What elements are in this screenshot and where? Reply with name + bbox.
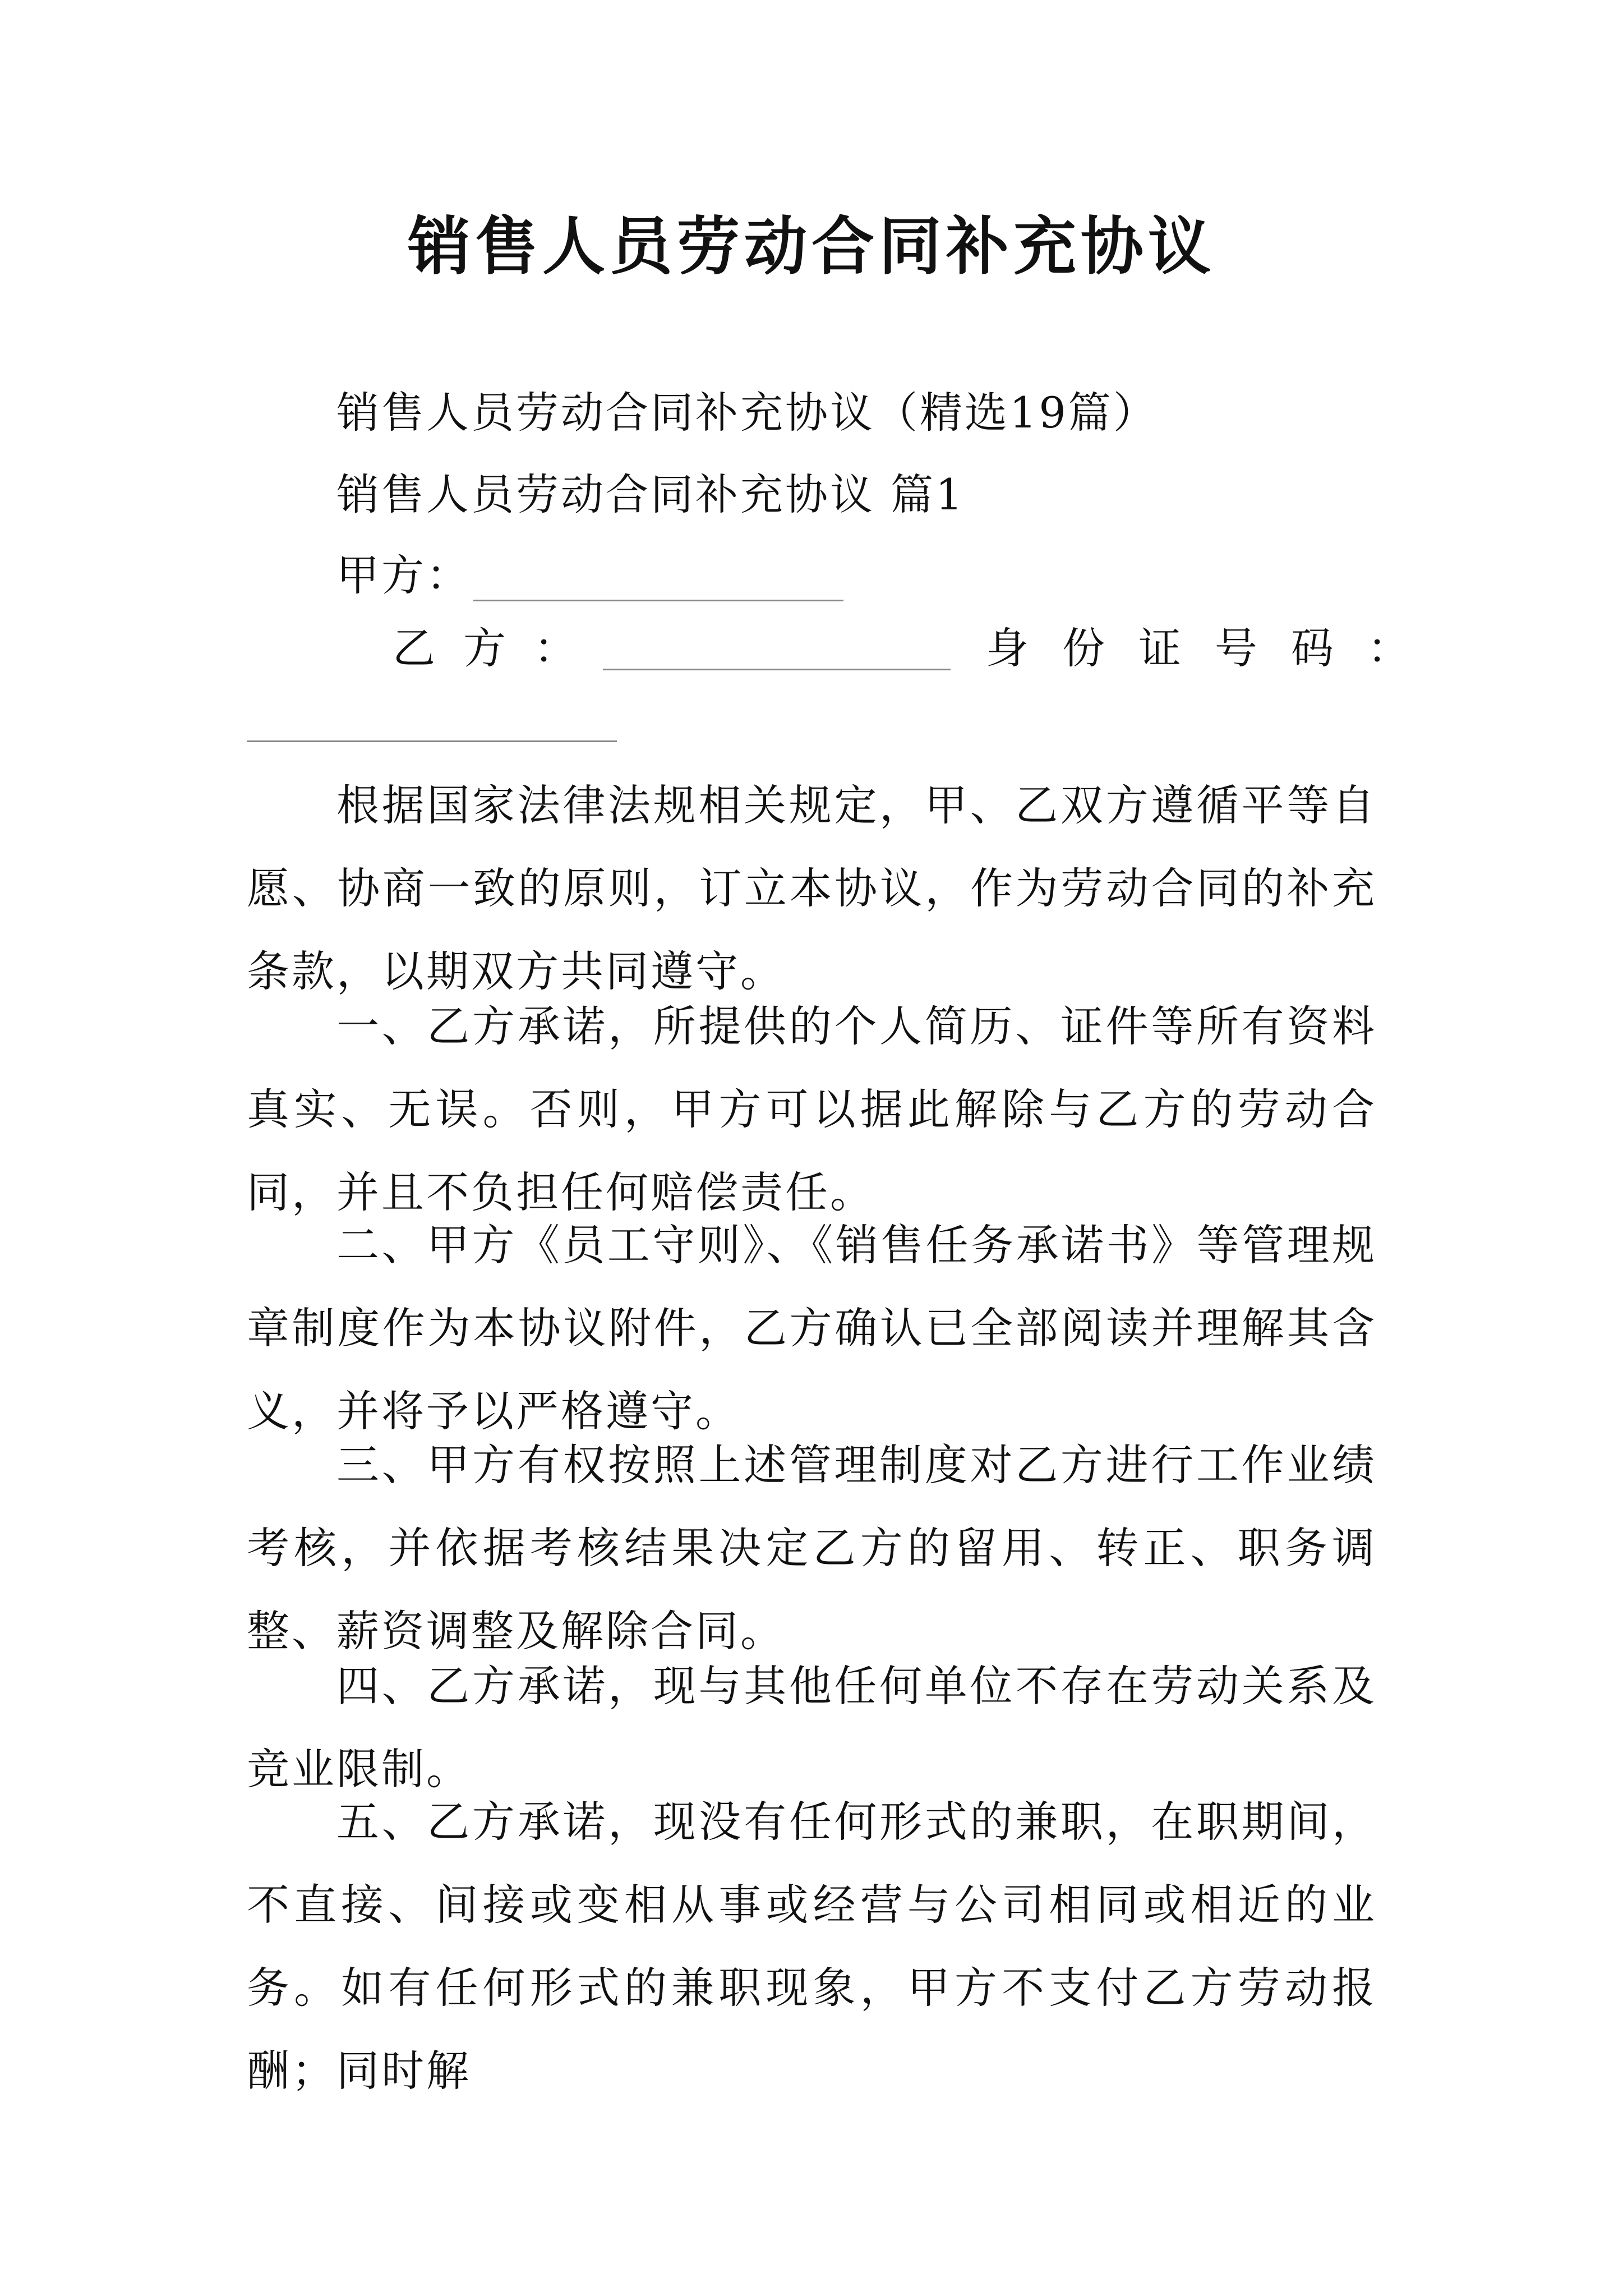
paragraph-clause-3: 三、甲方有权按照上述管理制度对乙方进行工作业绩考核，并依据考核结果决定乙方的留用、转正、职务调整、薪资调整及解除合同。 bbox=[247, 1440, 1377, 1656]
paragraph-clause-5: 五、乙方承诺，现没有任何形式的兼职，在职期间，不直接、间接或变相从事或经营与公司相同或相近的业务。如有任何形式的兼职现象，甲方不支付乙方劳动报酬；同时解 bbox=[247, 1797, 1377, 2096]
party-b-field bbox=[393, 623, 1444, 679]
paragraph-preamble: 根据国家法律法规相关规定，甲、乙双方遵循平等自愿、协商一致的原则，订立本协议，作为劳动合同的补充条款，以期双方共同遵守。 bbox=[247, 780, 1377, 996]
subtitle-article: 销售人员劳动合同补充协议 篇1 bbox=[336, 470, 965, 519]
party-a-field bbox=[336, 550, 843, 601]
paragraph-clause-1: 一、乙方承诺，所提供的个人简历、证件等所有资料真实、无误。否则，甲方可以据此解除与乙方的劳动合同，并且不负担任何赔偿责任。 bbox=[247, 1001, 1377, 1217]
party-b-label: 乙方： bbox=[393, 623, 605, 673]
paragraph-clause-4: 四、乙方承诺，现与其他任何单位不存在劳动关系及竞业限制。 bbox=[247, 1661, 1377, 1794]
party-a-label: 甲方： bbox=[336, 550, 471, 600]
subtitle-collection: 销售人员劳动合同补充协议（精选19篇） bbox=[336, 388, 1158, 438]
id-number-blank bbox=[247, 701, 617, 742]
party-b-blank bbox=[603, 637, 951, 670]
party-a-blank bbox=[473, 566, 843, 601]
id-number-label: 身份证号码： bbox=[986, 623, 1444, 673]
paragraph-clause-2: 二、甲方《员工守则》、《销售任务承诺书》等管理规章制度作为本协议附件，乙方确认已全部阅读并理解其含义，并将予以严格遵守。 bbox=[247, 1220, 1377, 1436]
document-title: 销售人员劳动合同补充协议 bbox=[408, 210, 1215, 283]
